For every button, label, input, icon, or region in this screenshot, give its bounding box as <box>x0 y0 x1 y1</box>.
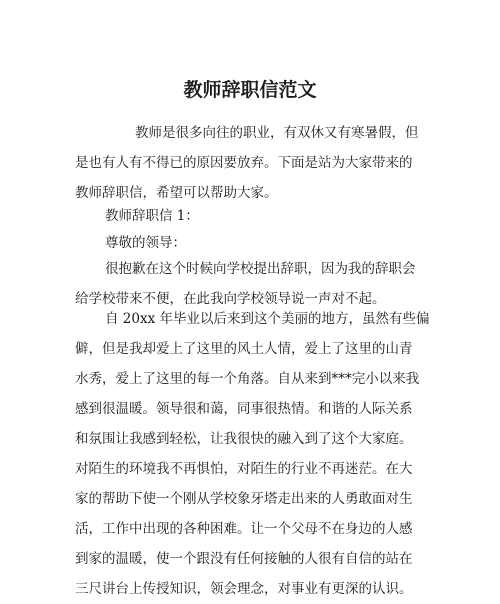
text-line: 三尺讲台上传授知识，领会理念，对事业有更深的认识。 <box>75 581 413 597</box>
text-line: 尊敬的领导： <box>105 235 186 251</box>
text-line: 很抱歉在这个时候向学校提出辞职，因为我的辞职会 <box>105 261 416 277</box>
paragraph-experience <box>75 304 430 604</box>
text-line: 感到很温暖。领导很和蔼，同事很热情。和谐的人际关系 <box>75 401 413 417</box>
text-line: 教师辞职信 1： <box>105 208 199 224</box>
text-line: 自 20xx 年毕业以后来到这个美丽的地方，虽然有些偏 <box>105 311 430 327</box>
text-line: 教师是很多向往的职业，有双休又有寒暑假，但 <box>135 125 419 141</box>
text-line: 对陌生的环境我不再惧怕，对陌生的行业不再迷茫。在大 <box>75 461 413 477</box>
intro-paragraph <box>75 118 425 208</box>
text-line: 僻，但是我却爱上了这里的风土人情，爱上了这里的山青 <box>75 341 413 357</box>
text-line: 给学校带来不便，在此我向学校领导说一声对不起。 <box>75 291 386 307</box>
text-line: 教师辞职信，希望可以帮助大家。 <box>75 185 278 201</box>
text-line: 水秀，爱上了这里的每一个角落。自从来到***完小以来我 <box>75 371 420 387</box>
text-line: 是也有人有不得已的原因要放弃。下面是站为大家带来的 <box>75 155 413 171</box>
text-line: 和氛围让我感到轻松，让我很快的融入到了这个大家庭。 <box>75 431 413 447</box>
letter-heading <box>75 201 425 231</box>
text-line: 到家的温暖，使一个跟没有任何接触的人很有自信的站在 <box>75 551 413 567</box>
text-line: 活，工作中出现的各种困难。让一个父母不在身边的人感 <box>75 521 413 537</box>
document-title: 教师辞职信范文 <box>183 79 317 101</box>
text-line: 家的帮助下使一个刚从学校象牙塔走出来的人勇敢面对生 <box>75 491 413 507</box>
